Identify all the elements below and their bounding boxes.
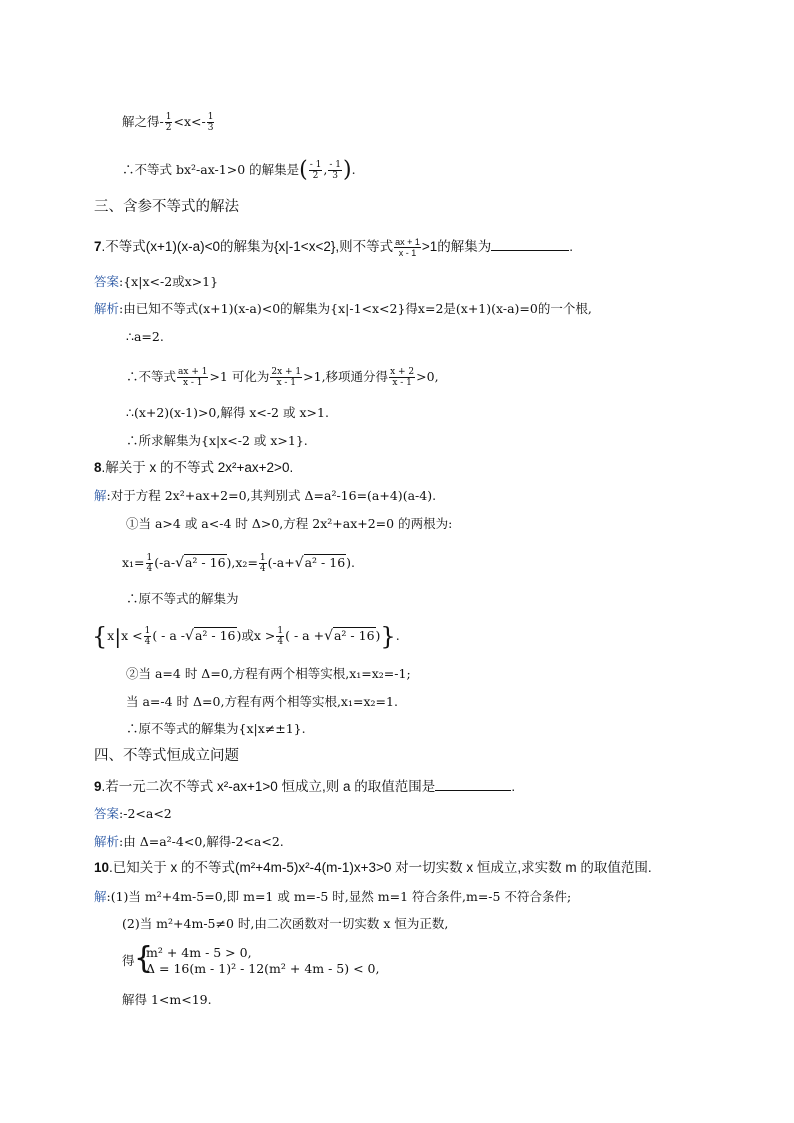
section-3-heading: 三、含参不等式的解法 [94, 199, 239, 215]
sqrt-symbol: √ [324, 628, 333, 644]
q8-solution-line-8: ∴原不等式的解集为{x|x≠±1}. [126, 721, 306, 736]
fraction-x2-over-x1: $\frac{x + 2}{x - 1}$ [390, 367, 415, 388]
fraction-neg-half: $\frac{- 1}{2}$ [309, 160, 322, 181]
fraction-third: $\frac{1}{3}$ [207, 112, 214, 133]
q10-solution-line-4: 解得 1<m<19. [122, 992, 212, 1007]
q9-solution: 解析:由 Δ=a²-4<0,解得-2<a<2. [94, 834, 284, 849]
q8-solution-line-2: ①当 a>4 或 a<-4 时 Δ>0,方程 2x²+ax+2=0 的两根为: [126, 516, 453, 531]
document-page: 解之得- $\frac{1}{2}$ <x<- $\frac{1}{3}$ ∴不等式 bx²-ax-1>0 的解集是( $\frac{- 1}{2}$ , $\frac{- 1}{3}$ ). 三、含参不等式的解法 7.不等式(x+1)(x-a)<0的解集为{x|-1<x<2},则不等式 $\frac{ax + 1}{x - 1}$ >1的解集为 . 答案:{x|x<-2或x>1} 解析:由已知不等式(x+1)(x-a)<0的解集为{x|-1<x<2}得x=2是(x+1)(x-a)=0的一个根, ∴a=2. ∴不等式 $\frac{ax + 1}{x - 1}$ >1 可化为 $\frac{2x + 1}{x - 1}$ >1,移项通分得 $\frac{x + 2}{x - 1}$ >0, ∴(x+2)(x-1)>0,解得 x<-2 或 x>1. ∴所求解集为{x|x<-2 或 x>1}. 8.解关于 x 的不等式 2x²+ax+2>0. 解:对于方程 2x²+ax+2=0,其判别式 Δ=a²-16=(a+4)(a-4). ①当 a>4 或 a<-4 时 Δ>0,方程 2x²+ax+2=0 的两根为: x₁= $\frac{1}{4}$ (-a-√a² - 16),x₂= $\frac{1}{4}$ (-a+√a² - 16). ∴原不等式的解集为 {x|x < $\frac{1}{4}$ ( - a -√a² - 16)或x > $\frac{1}{4}$ ( - a +√a² - 16)}. ②当 a=4 时 Δ=0,方程有两个相等实根,x₁=x₂=-1; 当 a=-4 时 Δ=0,方程有两个相等实根,x₁=x₂=1. ∴原不等式的解集为{x|x≠±1}. 四、不等式恒成立问题 9.若一元二次不等式 x²-ax+1>0 恒成立,则 a 的取值范围是 . 答案:-2<a<2 解析:由 Δ=a²-4<0,解得-2<a<2. 10.已知关于 x 的不等式(m²+4m-5)x²-4(m-1)x+3>0 对一切实数 x 恒成立,求实数 m 的取值范围. 解:(1)当 m²+4m-5=0,即 m=1 或 m=-5 时,显然 m=1 符合条件,m=-5 不符合条件; (2)当 m²+4m-5≠0 时,由二次函数对一切实数 x 恒为正数, 得 { m² + 4m - 5 > 0, Δ = 16(m - 1)² - 12(m² + 4m - 5) < 0, 解得 1<m<19. [92, 112, 652, 1007]
q8-solution-set: {x|x < $\frac{1}{4}$ ( - a -√a² - 16)或x > $\frac{1}{4}$ ( - a +√a² - 16)}. [92, 622, 400, 651]
q7-solution-line-3: ∴不等式 $\frac{ax + 1}{x - 1}$ >1 可化为 $\frac{2x + 1}{x - 1}$ >1,移项通分得 $\frac{x + 2}{x - 1}$ >0, [126, 367, 439, 388]
q7-question: 7.不等式(x+1)(x-a)<0的解集为{x|-1<x<2},则不等式 $\frac{ax + 1}{x - 1}$ >1的解集为 . [94, 237, 574, 258]
answer-blank [435, 778, 511, 791]
q7-answer: 答案:{x|x<-2或x>1} [94, 274, 219, 289]
fraction-ax1-over-x1: $\frac{ax + 1}{x - 1}$ [178, 367, 208, 388]
q10-solution-line-2: (2)当 m²+4m-5≠0 时,由二次函数对一切实数 x 恒为正数, [122, 916, 449, 931]
fraction-quarter: $\frac{1}{4}$ [277, 626, 284, 647]
q7-solution-line-1: 解析:由已知不等式(x+1)(x-a)<0的解集为{x|-1<x<2}得x=2是(x+1)(x-a)=0的一个根, [94, 301, 592, 316]
left-brace: { [134, 941, 154, 976]
q8-solution-line-3: x₁= $\frac{1}{4}$ (-a-√a² - 16),x₂= $\frac{1}{4}$ (-a+√a² - 16). [122, 553, 356, 574]
q8-question: 8.解关于 x 的不等式 2x²+ax+2>0. [94, 460, 294, 475]
q8-solution-line-7: 当 a=-4 时 Δ=0,方程有两个相等实根,x₁=x₂=1. [126, 694, 398, 709]
fraction-half: $\frac{1}{2}$ [165, 112, 172, 133]
q9-answer: 答案:-2<a<2 [94, 806, 172, 821]
q10-question: 10.已知关于 x 的不等式(m²+4m-5)x²-4(m-1)x+3>0 对一切实数 x 恒成立,求实数 m 的取值范围. [94, 860, 652, 875]
sqrt-symbol: √ [294, 555, 304, 571]
fraction-neg-third: $\frac{- 1}{3}$ [329, 160, 341, 181]
sqrt-symbol: √ [175, 555, 184, 571]
answer-blank [491, 238, 569, 251]
q8-solution-line-4: ∴原不等式的解集为 [126, 591, 239, 606]
q7-solution-line-2: ∴a=2. [126, 329, 164, 344]
q6-solution-line-2: ∴不等式 bx²-ax-1>0 的解集是( $\frac{- 1}{2}$ , $\frac{- 1}{3}$ ). [122, 157, 356, 183]
q7-solution-line-5: ∴所求解集为{x|x<-2 或 x>1}. [126, 433, 308, 448]
q10-solution-line-1: 解:(1)当 m²+4m-5=0,即 m=1 或 m=-5 时,显然 m=1 符合条件,m=-5 不符合条件; [94, 889, 572, 904]
sqrt-symbol: √ [185, 628, 194, 644]
q7-solution-line-4: ∴(x+2)(x-1)>0,解得 x<-2 或 x>1. [126, 405, 329, 420]
q6-solution-line-1: 解之得- $\frac{1}{2}$ <x<- $\frac{1}{3}$ [122, 112, 214, 133]
fraction-quarter: $\frac{1}{4}$ [144, 626, 151, 647]
q8-solution-line-6: ②当 a=4 时 Δ=0,方程有两个相等实根,x₁=x₂=-1; [126, 666, 411, 681]
section-4-heading: 四、不等式恒成立问题 [94, 748, 239, 764]
q8-solution-line-1: 解:对于方程 2x²+ax+2=0,其判别式 Δ=a²-16=(a+4)(a-4). [94, 488, 437, 503]
fraction-2x1-over-x1: $\frac{2x + 1}{x - 1}$ [271, 367, 302, 388]
fraction-ax1-over-x1: $\frac{ax + 1}{x - 1}$ [395, 237, 420, 258]
fraction-quarter: $\frac{1}{4}$ [259, 553, 266, 574]
q9-question: 9.若一元二次不等式 x²-ax+1>0 恒成立,则 a 的取值范围是 . [94, 779, 516, 794]
fraction-quarter: $\frac{1}{4}$ [146, 553, 153, 574]
